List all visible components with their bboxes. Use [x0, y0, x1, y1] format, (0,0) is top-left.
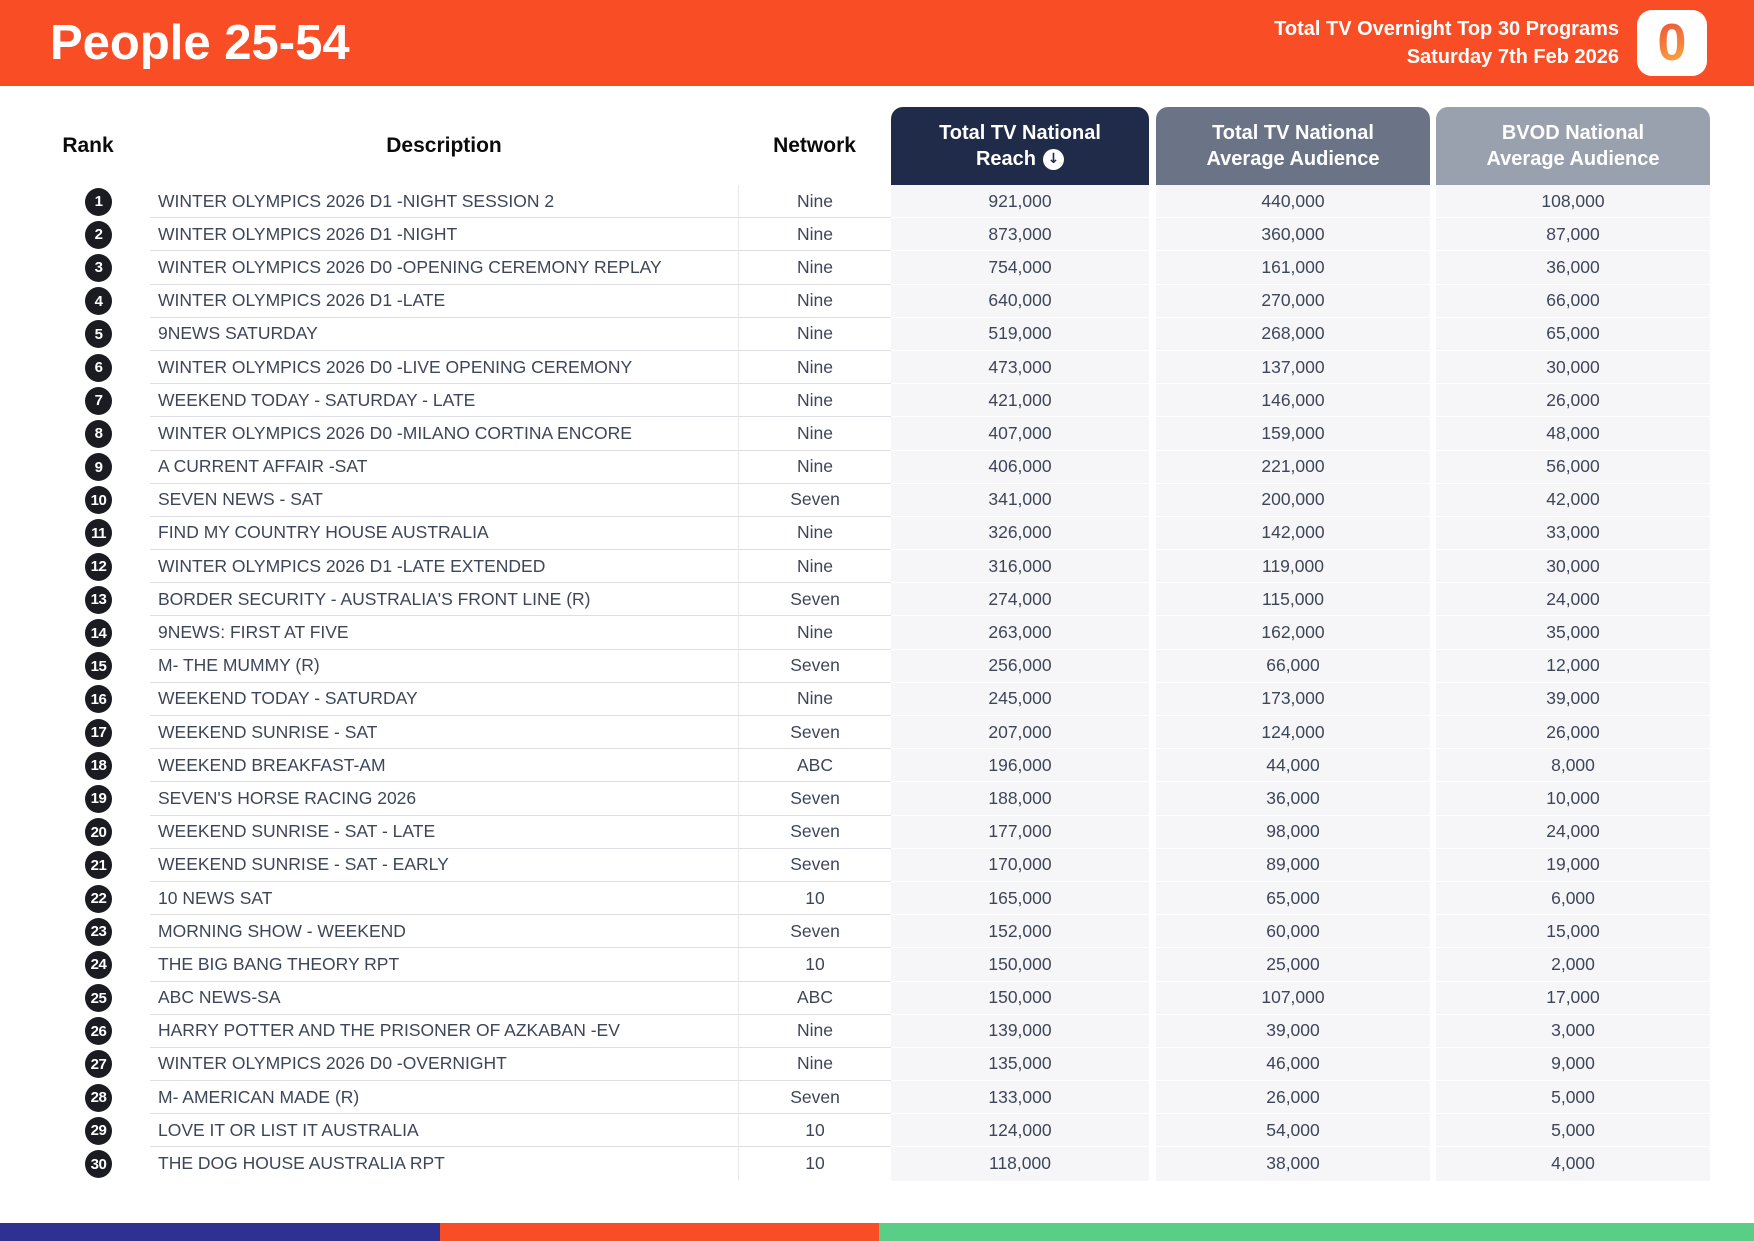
total-tv-average-value: 440,000 — [1156, 185, 1430, 218]
rank-cell — [0, 683, 150, 716]
total-tv-reach-value: 519,000 — [891, 318, 1149, 351]
total-tv-average-value: 36,000 — [1156, 782, 1430, 815]
column-header-rank: Rank — [62, 134, 114, 157]
program-description: WINTER OLYMPICS 2026 D1 -NIGHT SESSION 2 — [150, 185, 738, 218]
bvod-average-value: 26,000 — [1436, 716, 1710, 749]
rank-cell — [0, 749, 150, 782]
page-title: People 25-54 — [50, 16, 350, 70]
total-tv-average-value: 89,000 — [1156, 849, 1430, 882]
table-row — [0, 1114, 1754, 1147]
total-tv-reach-value: 921,000 — [891, 185, 1149, 218]
total-tv-average-value: 26,000 — [1156, 1081, 1430, 1114]
program-description: WINTER OLYMPICS 2026 D0 -MILANO CORTINA ENCORE — [150, 417, 738, 450]
total-tv-average-value: 137,000 — [1156, 351, 1430, 384]
total-tv-average-value: 107,000 — [1156, 982, 1430, 1015]
total-tv-average-value: 268,000 — [1156, 318, 1430, 351]
total-tv-reach-value: 326,000 — [891, 517, 1149, 550]
rank-cell — [0, 550, 150, 583]
total-tv-average-value: 39,000 — [1156, 1015, 1430, 1048]
total-tv-average-value: 200,000 — [1156, 484, 1430, 517]
total-tv-average-value: 119,000 — [1156, 550, 1430, 583]
program-description: M- AMERICAN MADE (R) — [150, 1081, 738, 1114]
network-cell: 10 — [738, 948, 891, 981]
bvod-average-value: 17,000 — [1436, 982, 1710, 1015]
network-cell: ABC — [738, 749, 891, 782]
rank-cell — [0, 650, 150, 683]
rank-badge: 23 — [85, 918, 112, 946]
report-date: Saturday 7th Feb 2026 — [1406, 46, 1619, 68]
total-tv-reach-value: 873,000 — [891, 218, 1149, 251]
bvod-average-value: 48,000 — [1436, 417, 1710, 450]
table-row — [0, 583, 1754, 616]
table-row — [0, 550, 1754, 583]
bvod-average-value: 30,000 — [1436, 351, 1710, 384]
rank-cell — [0, 1081, 150, 1114]
total-tv-average-value: 66,000 — [1156, 650, 1430, 683]
total-tv-reach-value: 754,000 — [891, 251, 1149, 284]
reach-header-line1: Total TV National — [939, 122, 1101, 144]
bvod-average-value: 5,000 — [1436, 1114, 1710, 1147]
program-description: M- THE MUMMY (R) — [150, 650, 738, 683]
bvod-average-value: 65,000 — [1436, 318, 1710, 351]
rank-cell — [0, 583, 150, 616]
total-tv-average-value: 115,000 — [1156, 583, 1430, 616]
program-description: 9NEWS: FIRST AT FIVE — [150, 616, 738, 649]
network-cell: Seven — [738, 915, 891, 948]
table-row — [0, 384, 1754, 417]
network-cell: Nine — [738, 384, 891, 417]
rank-badge: 1 — [85, 188, 112, 216]
rank-badge: 5 — [85, 320, 112, 348]
network-cell: Nine — [738, 351, 891, 384]
rank-badge: 26 — [85, 1017, 112, 1045]
rank-badge: 17 — [85, 719, 112, 747]
rank-cell — [0, 417, 150, 450]
bvod-average-value: 15,000 — [1436, 915, 1710, 948]
column-header-description: Description — [386, 134, 502, 157]
bvod-average-value: 3,000 — [1436, 1015, 1710, 1048]
table-row — [0, 484, 1754, 517]
network-cell: Nine — [738, 185, 891, 218]
table-row — [0, 1048, 1754, 1081]
rank-cell — [0, 218, 150, 251]
rank-cell — [0, 318, 150, 351]
total-tv-reach-value: 139,000 — [891, 1015, 1149, 1048]
rank-cell — [0, 285, 150, 318]
network-cell: 10 — [738, 882, 891, 915]
total-tv-reach-value: 473,000 — [891, 351, 1149, 384]
table-row — [0, 816, 1754, 849]
total-tv-reach-value: 640,000 — [891, 285, 1149, 318]
total-tv-average-value: 360,000 — [1156, 218, 1430, 251]
bvod-average-value: 12,000 — [1436, 650, 1710, 683]
rank-badge: 14 — [85, 619, 112, 647]
table-row — [0, 716, 1754, 749]
rank-badge: 27 — [85, 1050, 112, 1078]
rank-cell — [0, 849, 150, 882]
bvod-average-value: 24,000 — [1436, 816, 1710, 849]
network-cell: Seven — [738, 1081, 891, 1114]
table-row — [0, 1015, 1754, 1048]
rank-badge: 4 — [85, 287, 112, 315]
total-tv-average-value: 54,000 — [1156, 1114, 1430, 1147]
total-tv-average-value: 60,000 — [1156, 915, 1430, 948]
total-tv-average-value: 25,000 — [1156, 948, 1430, 981]
bvod-average-value: 8,000 — [1436, 749, 1710, 782]
rank-badge: 7 — [85, 387, 112, 415]
total-tv-reach-value: 188,000 — [891, 782, 1149, 815]
bvod-average-value: 42,000 — [1436, 484, 1710, 517]
bvod-average-value: 30,000 — [1436, 550, 1710, 583]
column-header-total-tv-reach[interactable] — [891, 107, 1149, 185]
program-description: THE BIG BANG THEORY RPT — [150, 948, 738, 981]
program-description: 9NEWS SATURDAY — [150, 318, 738, 351]
total-tv-average-value: 161,000 — [1156, 251, 1430, 284]
total-tv-reach-value: 118,000 — [891, 1147, 1149, 1180]
program-description: ABC NEWS-SA — [150, 982, 738, 1015]
total-tv-reach-value: 245,000 — [891, 683, 1149, 716]
table-row — [0, 749, 1754, 782]
network-cell: Nine — [738, 318, 891, 351]
network-cell: Nine — [738, 616, 891, 649]
rank-cell — [0, 185, 150, 218]
bvod-average-value: 24,000 — [1436, 583, 1710, 616]
total-tv-reach-value: 316,000 — [891, 550, 1149, 583]
total-tv-average-value: 46,000 — [1156, 1048, 1430, 1081]
rank-cell — [0, 517, 150, 550]
total-tv-reach-value: 207,000 — [891, 716, 1149, 749]
table-row — [0, 1147, 1754, 1180]
program-description: WEEKEND TODAY - SATURDAY - LATE — [150, 384, 738, 417]
total-tv-average-value: 124,000 — [1156, 716, 1430, 749]
rank-cell — [0, 1114, 150, 1147]
rank-cell — [0, 816, 150, 849]
rank-badge: 29 — [85, 1117, 112, 1145]
program-description: WEEKEND TODAY - SATURDAY — [150, 683, 738, 716]
table-row — [0, 650, 1754, 683]
program-description: A CURRENT AFFAIR -SAT — [150, 451, 738, 484]
avg-header-line1: Total TV National — [1212, 122, 1374, 144]
total-tv-reach-value: 152,000 — [891, 915, 1149, 948]
table-body — [0, 185, 1754, 1181]
total-tv-reach-value: 421,000 — [891, 384, 1149, 417]
total-tv-reach-value: 341,000 — [891, 484, 1149, 517]
rank-badge: 28 — [85, 1084, 112, 1112]
rank-cell — [0, 351, 150, 384]
total-tv-average-value: 38,000 — [1156, 1147, 1430, 1180]
network-cell: Seven — [738, 782, 891, 815]
bvod-average-value: 6,000 — [1436, 882, 1710, 915]
rank-cell — [0, 915, 150, 948]
column-header-total-tv-average[interactable] — [1156, 107, 1430, 185]
bvod-average-value: 35,000 — [1436, 616, 1710, 649]
bvod-average-value: 87,000 — [1436, 218, 1710, 251]
table-row — [0, 417, 1754, 450]
network-cell: Nine — [738, 417, 891, 450]
program-description: WINTER OLYMPICS 2026 D1 -NIGHT — [150, 218, 738, 251]
network-cell: Nine — [738, 285, 891, 318]
program-description: WINTER OLYMPICS 2026 D0 -LIVE OPENING CEREMONY — [150, 351, 738, 384]
bvod-average-value: 10,000 — [1436, 782, 1710, 815]
banner — [0, 0, 1754, 86]
total-tv-average-value: 162,000 — [1156, 616, 1430, 649]
total-tv-average-value: 159,000 — [1156, 417, 1430, 450]
oztam-logo — [1637, 10, 1707, 76]
network-cell: Seven — [738, 484, 891, 517]
total-tv-average-value: 142,000 — [1156, 517, 1430, 550]
total-tv-reach-value: 135,000 — [891, 1048, 1149, 1081]
rank-cell — [0, 948, 150, 981]
footer-segment-navy — [0, 1223, 440, 1241]
rank-cell — [0, 251, 150, 284]
sort-descending-icon[interactable]: ↓ — [1043, 149, 1064, 170]
bvod-average-value: 36,000 — [1436, 251, 1710, 284]
table-row — [0, 351, 1754, 384]
table-row — [0, 451, 1754, 484]
program-description: WINTER OLYMPICS 2026 D1 -LATE EXTENDED — [150, 550, 738, 583]
rank-cell — [0, 782, 150, 815]
network-cell: Nine — [738, 1015, 891, 1048]
total-tv-reach-value: 256,000 — [891, 650, 1149, 683]
table-row — [0, 948, 1754, 981]
rank-cell — [0, 882, 150, 915]
rank-cell — [0, 616, 150, 649]
rank-cell — [0, 716, 150, 749]
total-tv-reach-value: 170,000 — [891, 849, 1149, 882]
network-cell: Seven — [738, 583, 891, 616]
program-description: THE DOG HOUSE AUSTRALIA RPT — [158, 1153, 445, 1174]
network-cell: Seven — [738, 716, 891, 749]
table-row — [0, 982, 1754, 1015]
rank-badge: 6 — [85, 354, 112, 382]
total-tv-reach-value: 133,000 — [891, 1081, 1149, 1114]
rank-cell — [0, 982, 150, 1015]
avg-header-line2: Average Audience — [1206, 148, 1380, 170]
network-cell: 10 — [738, 1114, 891, 1147]
program-description: WINTER OLYMPICS 2026 D0 -OVERNIGHT — [150, 1048, 738, 1081]
network-cell: Nine — [738, 1048, 891, 1081]
rank-badge: 2 — [85, 221, 112, 249]
bvod-header-line2: Average Audience — [1486, 148, 1660, 170]
rank-badge: 22 — [85, 885, 112, 913]
total-tv-average-value: 98,000 — [1156, 816, 1430, 849]
table-row — [0, 285, 1754, 318]
total-tv-average-value: 146,000 — [1156, 384, 1430, 417]
rank-cell — [0, 484, 150, 517]
table-row — [0, 882, 1754, 915]
rank-badge: 19 — [85, 785, 112, 813]
table-row — [0, 849, 1754, 882]
table-row — [0, 683, 1754, 716]
column-header-network: Network — [773, 134, 856, 157]
program-description: WEEKEND SUNRISE - SAT - LATE — [150, 816, 738, 849]
network-cell: Seven — [738, 650, 891, 683]
table-row — [0, 517, 1754, 550]
table-row — [0, 251, 1754, 284]
program-description: WEEKEND SUNRISE - SAT — [150, 716, 738, 749]
program-description: SEVEN NEWS - SAT — [150, 484, 738, 517]
footer-segment-green — [879, 1223, 1754, 1241]
rank-badge: 24 — [85, 951, 112, 979]
total-tv-average-value: 221,000 — [1156, 451, 1430, 484]
logo-zero-glyph: 0 — [1657, 14, 1687, 72]
network-cell: 10 — [738, 1147, 891, 1180]
bvod-average-value: 108,000 — [1436, 185, 1710, 218]
rank-badge: 30 — [85, 1150, 112, 1178]
rank-cell — [0, 1147, 150, 1180]
total-tv-reach-value: 196,000 — [891, 749, 1149, 782]
footer-bar — [0, 1223, 1754, 1241]
rank-badge: 15 — [85, 652, 112, 680]
table-row — [0, 1081, 1754, 1114]
bvod-average-value: 39,000 — [1436, 683, 1710, 716]
total-tv-reach-value: 124,000 — [891, 1114, 1149, 1147]
total-tv-average-value: 173,000 — [1156, 683, 1430, 716]
program-description: SEVEN'S HORSE RACING 2026 — [150, 782, 738, 815]
program-description: WINTER OLYMPICS 2026 D0 -OPENING CEREMONY REPLAY — [150, 251, 738, 284]
program-description: 10 NEWS SAT — [150, 882, 738, 915]
network-cell: Seven — [738, 816, 891, 849]
total-tv-reach-value: 165,000 — [891, 882, 1149, 915]
bvod-average-value: 19,000 — [1436, 849, 1710, 882]
total-tv-average-value: 44,000 — [1156, 749, 1430, 782]
program-description: FIND MY COUNTRY HOUSE AUSTRALIA — [150, 517, 738, 550]
network-cell: Nine — [738, 251, 891, 284]
total-tv-reach-value: 407,000 — [891, 417, 1149, 450]
total-tv-reach-value: 274,000 — [891, 583, 1149, 616]
rank-cell — [0, 384, 150, 417]
program-description: WEEKEND SUNRISE - SAT - EARLY — [150, 849, 738, 882]
rank-badge: 20 — [85, 818, 112, 846]
network-cell: Nine — [738, 550, 891, 583]
total-tv-reach-value: 406,000 — [891, 451, 1149, 484]
network-cell: Nine — [738, 517, 891, 550]
bvod-average-value: 56,000 — [1436, 451, 1710, 484]
bvod-average-value: 26,000 — [1436, 384, 1710, 417]
bvod-average-value: 5,000 — [1436, 1081, 1710, 1114]
reach-header-line2: Reach — [975, 148, 1037, 170]
rank-badge: 13 — [85, 586, 112, 614]
network-cell: ABC — [738, 982, 891, 1015]
rank-badge: 18 — [85, 752, 112, 780]
table-row — [0, 616, 1754, 649]
rank-badge: 21 — [85, 851, 112, 879]
network-cell: Nine — [738, 218, 891, 251]
table-row — [0, 782, 1754, 815]
rank-badge: 11 — [85, 519, 112, 547]
program-description: HARRY POTTER AND THE PRISONER OF AZKABAN -EV — [150, 1015, 738, 1048]
report-name: Total TV Overnight Top 30 Programs — [1274, 18, 1619, 40]
program-description: LOVE IT OR LIST IT AUSTRALIA — [150, 1114, 738, 1147]
bvod-average-value: 33,000 — [1436, 517, 1710, 550]
rank-badge: 16 — [85, 685, 112, 713]
banner-right — [1274, 0, 1707, 86]
total-tv-average-value: 65,000 — [1156, 882, 1430, 915]
network-cell: Seven — [738, 849, 891, 882]
table-header — [0, 107, 1754, 185]
rank-badge: 25 — [85, 984, 112, 1012]
program-description: WEEKEND BREAKFAST-AM — [150, 749, 738, 782]
table-row — [0, 318, 1754, 351]
network-cell: Nine — [738, 683, 891, 716]
table-row — [0, 218, 1754, 251]
program-description: WINTER OLYMPICS 2026 D1 -LATE — [150, 285, 738, 318]
bvod-average-value: 2,000 — [1436, 948, 1710, 981]
report-subtitle — [1274, 15, 1619, 71]
table-row — [0, 915, 1754, 948]
total-tv-reach-value: 263,000 — [891, 616, 1149, 649]
bvod-average-value: 9,000 — [1436, 1048, 1710, 1081]
footer-segment-orange — [440, 1223, 879, 1241]
bvod-average-value: 4,000 — [1436, 1147, 1710, 1180]
rank-cell — [0, 1048, 150, 1081]
rank-badge: 3 — [85, 254, 112, 282]
rank-badge: 10 — [85, 486, 112, 514]
network-cell: Nine — [738, 451, 891, 484]
program-description: BORDER SECURITY - AUSTRALIA'S FRONT LINE (R) — [150, 583, 738, 616]
rank-cell — [0, 1015, 150, 1048]
table-row — [0, 185, 1754, 218]
total-tv-reach-value: 150,000 — [891, 982, 1149, 1015]
total-tv-reach-value: 177,000 — [891, 816, 1149, 849]
total-tv-reach-value: 150,000 — [891, 948, 1149, 981]
column-header-bvod-average[interactable] — [1436, 107, 1710, 185]
rank-badge: 9 — [85, 453, 112, 481]
rank-badge: 12 — [85, 553, 112, 581]
program-description: MORNING SHOW - WEEKEND — [150, 915, 738, 948]
bvod-header-line1: BVOD National — [1501, 122, 1645, 144]
rank-cell — [0, 451, 150, 484]
total-tv-average-value: 270,000 — [1156, 285, 1430, 318]
bvod-average-value: 66,000 — [1436, 285, 1710, 318]
rank-badge: 8 — [85, 420, 112, 448]
